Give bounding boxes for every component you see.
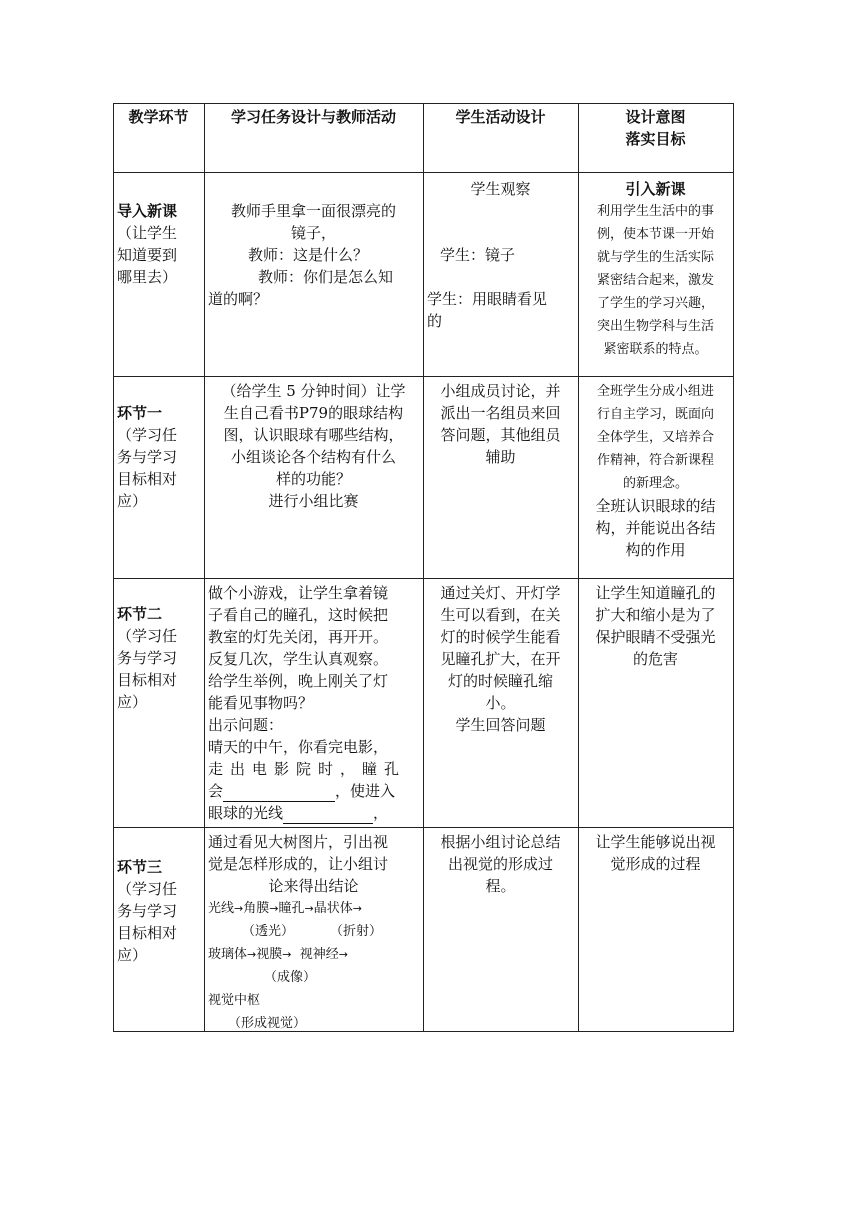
arrow-icon: → — [282, 948, 292, 961]
answer-blank-2 — [283, 807, 373, 824]
arrow-icon: → — [269, 902, 279, 915]
arrow-icon: → — [352, 902, 362, 915]
intent-cell-intro: 引入新课 利用学生生活中的事 例，使本节课一开始 就与学生的生活实际 紧密结合起来，激发 了学生的学习兴趣， 突出生物学科与生活 紧密联系的特点。 — [596, 180, 714, 357]
lesson-plan-table — [113, 103, 734, 1032]
header-stage: 教学环节 — [128, 108, 189, 126]
arrow-icon: → — [338, 948, 348, 961]
arrow-icon: → — [247, 948, 257, 961]
teacher-cell-2: 做个小游戏，让学生拿着镜 子看自己的瞳孔，这时候把 教室的灯先关闭，再开开。 反复几次，学生认真观察。 给学生举例，晚上刚关了灯 能看见事物吗？ 出示问题： 晴天的中午，你看完电影， 走出电影院时，瞳孔 会 ，使进入 眼球的光线 ， — [208, 584, 407, 822]
arrow-icon: → — [304, 902, 314, 915]
arrow-icon: → — [234, 902, 244, 915]
header-student: 学生活动设计 — [455, 108, 546, 126]
student-cell-2: 通过关灯、开灯学 生可以看到，在关 灯的时候学生能看 见瞳孔扩大，在开 灯的时候瞳孔缩 小。 学生回答问题 — [440, 584, 561, 734]
header-intent: 设计意图 落实目标 — [625, 108, 686, 148]
teacher-cell-1: （给学生 5 分钟时间）让学 生自己看书P79的眼球结构 图，认识眼球有哪些结构， 小组谈论各个结构有什么 样的功能？ 进行小组比赛 — [221, 382, 406, 510]
intent-cell-1: 全班学生分成小组进 行自主学习，既面向 全体学生，又培养合 作精神，符合新课程 的新理念。 全班认识眼球的结 构，并能说出各结 构的作用 — [595, 384, 716, 559]
teacher-cell-intro: 教师手里拿一面很漂亮的 镜子， 教师：这是什么？ 教师：你们是怎么知 道的啊？ — [208, 202, 396, 308]
stage-cell-1: 环节一 （学习任 务与学习 目标相对 应） — [117, 404, 178, 510]
student-cell-intro: 学生观察 学生：镜子 学生：用眼睛看见 的 — [427, 180, 548, 330]
stage-cell-intro: 导入新课 （让学生 知道要到 哪里去） — [117, 202, 178, 286]
stage-cell-3: 环节三 （学习任 务与学习 目标相对 应） — [117, 858, 178, 964]
stage-cell-2: 环节二 （学习任 务与学习 目标相对 应） — [117, 605, 178, 711]
student-cell-3: 根据小组讨论总结 出视觉的形成过 程。 — [440, 833, 561, 895]
teacher-cell-3: 通过看见大树图片，引出视 觉是怎样形成的，让小组讨 论来得出结论 光线→角膜→瞳孔→晶状体→ （透光） （折射） 玻璃体→视膜→ 视神经→ （成像） 视觉中枢 （形成视觉） — [204, 828, 423, 1038]
intent-cell-3: 让学生能够说出视 觉形成的过程 — [595, 833, 716, 873]
header-teacher: 学习任务设计与教师活动 — [230, 108, 396, 126]
row-divider-1 — [113, 172, 734, 173]
table-border-right — [733, 103, 734, 1032]
intent-cell-2: 让学生知道瞳孔的 扩大和缩小是为了 保护眼睛不受强光 的危害 — [595, 584, 716, 668]
answer-blank-1 — [223, 785, 335, 802]
student-cell-1: 小组成员讨论，并 派出一名组员来回 答问题，其他组员 辅助 — [440, 382, 561, 466]
vision-flow-diagram: 光线→角膜→瞳孔→晶状体→ （透光） （折射） 玻璃体→视膜→ 视神经→ （成像） 视觉中枢 （形成视觉） — [208, 901, 383, 1031]
